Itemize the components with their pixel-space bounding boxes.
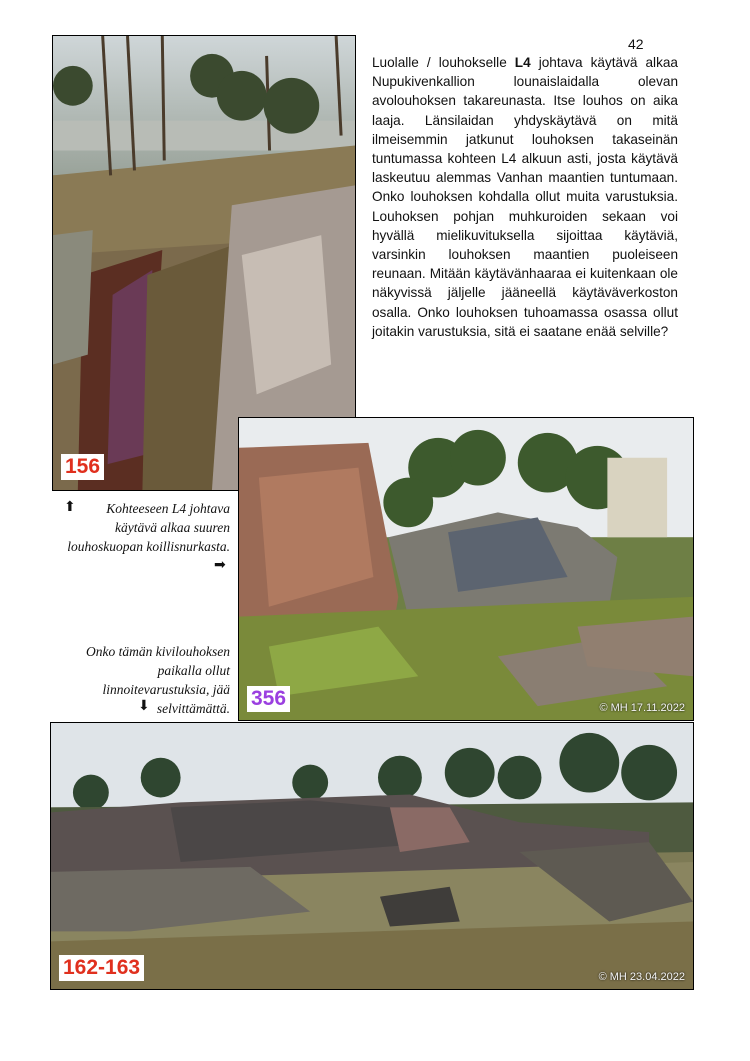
page-number: 42 — [628, 36, 644, 52]
caption-156: Kohteeseen L4 johtava käytävä alkaa suuren louhoskuopan koillisnurkasta. — [67, 501, 230, 554]
photo-356 — [238, 417, 694, 721]
main-paragraph — [372, 53, 678, 341]
photo-credit-356: © MH 17.11.2022 — [599, 702, 685, 714]
photo-badge-156: 156 — [61, 454, 104, 480]
photo-badge-356: 356 — [247, 686, 290, 712]
photo-credit-162-163: © MH 23.04.2022 — [598, 971, 685, 983]
paragraph-part-a: Luolalle / louhokselle — [372, 55, 515, 70]
photo-162-163 — [50, 722, 694, 990]
paragraph-bold-l4: L4 — [514, 55, 531, 70]
arrow-down-icon: ⬇ — [138, 698, 150, 714]
arrow-right-icon: ➡ — [214, 557, 226, 573]
paragraph-part-b: johtava käytävä alkaa Nupukivenkallion lounaislaidalla olevan avolouhoksen takareunasta. Itse louhos on aika laaja. Länsilaidan yhdyskäytävä on mitä ilmeisemmin jatkunut louhoksen takaseinän tuntumassa kohteen L4 alkuun asti, josta käytävä laskeutuu alemmas Vanhan maantien tuntumaan. Onko louhoksen kohdalla ollut muita varustuksia. Louhoksen pohjan muhkuroiden sekaan voi hyvällä mielikuvituksella sijoittaa käytäviä, varsinkin louhoksen maantien puoleiseen reunaan. Mitään käytävänhaaraa ei kuitenkaan ole näkyvissä jäljelle jääneellä käytäväverkoston osalla. Onko louhoksen tuhoamassa osassa ollut joitakin varustuksia, sitä ei saatane enää selville? — [372, 55, 678, 339]
photo-badge-162-163: 162-163 — [59, 955, 144, 981]
arrow-up-icon: ⬆ — [64, 499, 76, 515]
caption-356: Onko tämän kivilouhoksen paikalla ollut linnoitevarustuksia, jää selvittämättä. — [86, 644, 230, 716]
